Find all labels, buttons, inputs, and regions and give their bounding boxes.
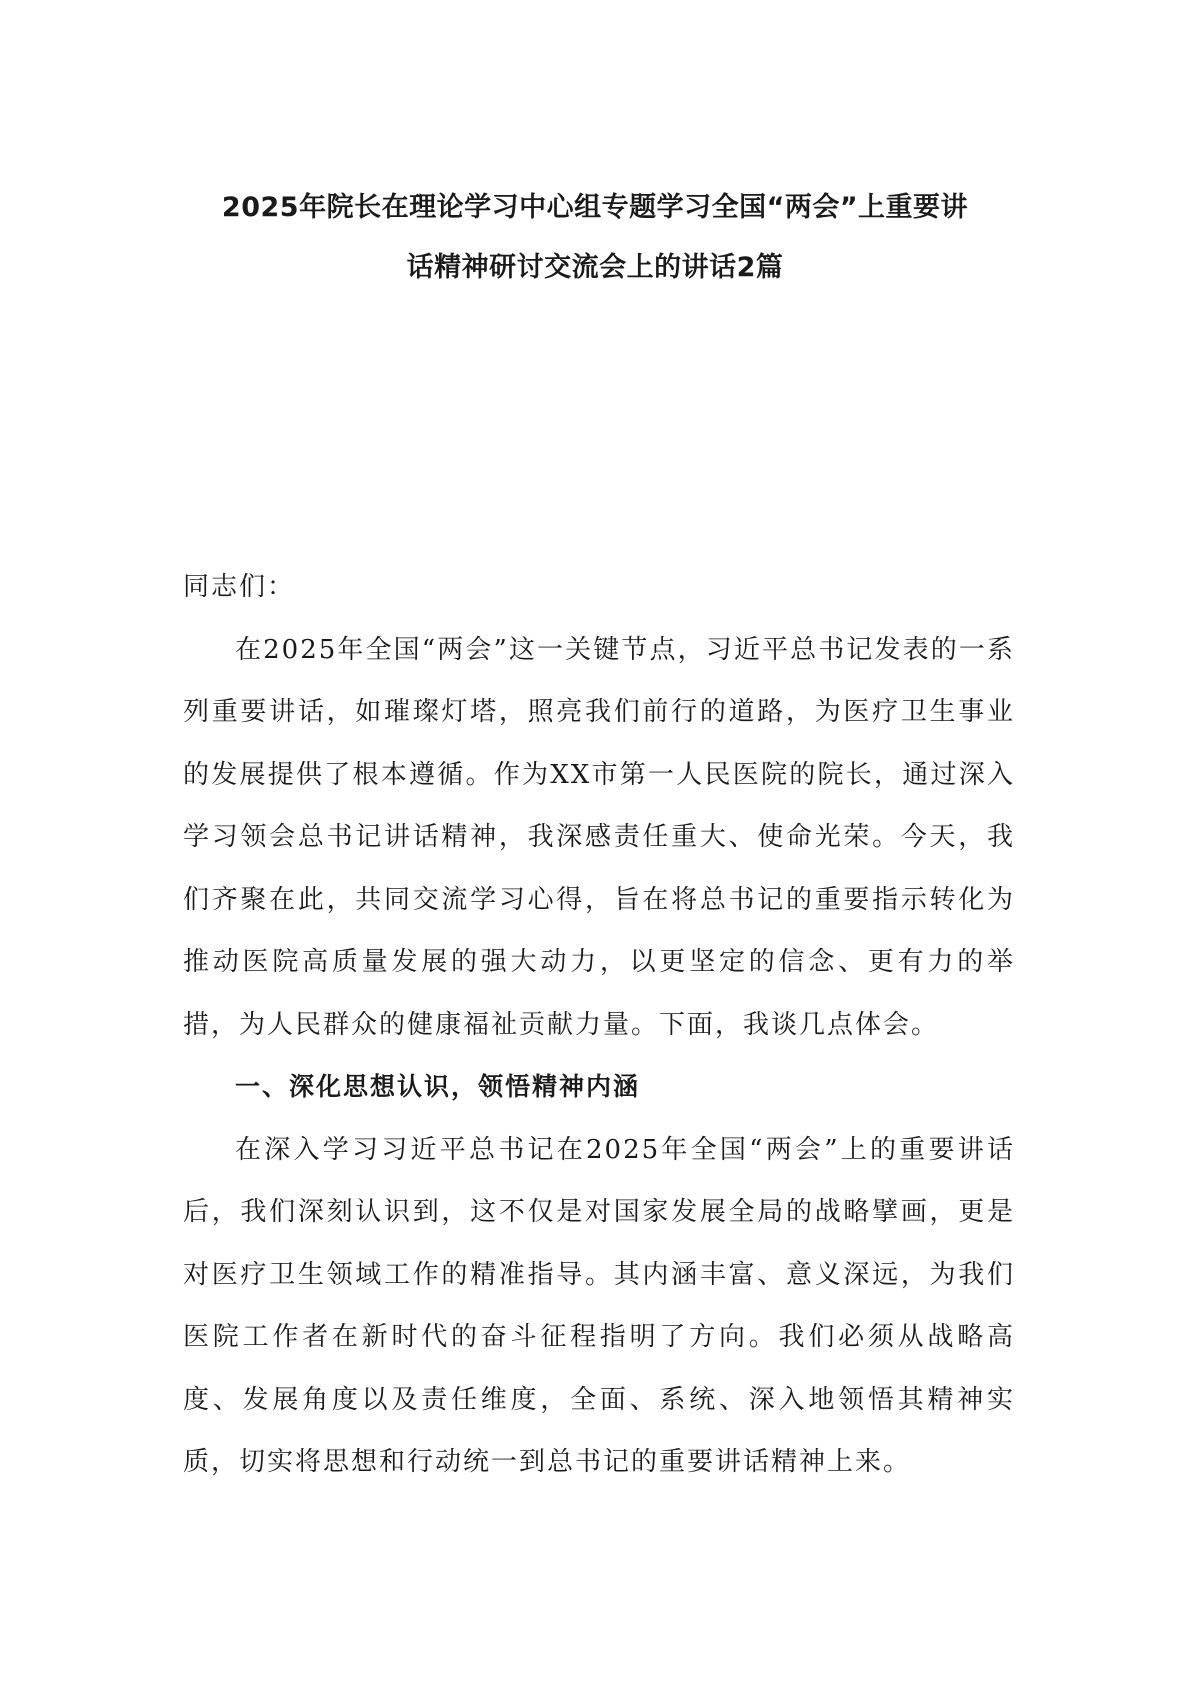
title-line-2: 话精神研讨交流会上的讲话2篇 xyxy=(406,252,784,283)
title-line-1: 2025年院长在理论学习中心组专题学习全国“两会”上重要讲 xyxy=(221,192,969,223)
salutation: 同志们： xyxy=(183,572,296,602)
section-heading-1: 一、深化思想认识，领悟精神内涵 xyxy=(235,1072,641,1101)
paragraph-intro: 在2025年全国“两会”这一关键节点，习近平总书记发表的一系列重要讲话，如璀璨灯塔，照亮我们前行的道路，为医疗卫生事业的发展提供了根本遵循。作为XX市第一人民医院的院长，通过深入学习领会总书记讲话精神，我深感责任重大、使命光荣。今天，我们齐聚在此，共同交流学习心得，旨在将总书记的重要指示转化为推动医院高质量发展的强大动力，以更坚定的信念、更有力的举措，为人民群众的健康福祉贡献力量。下面，我谈几点体会。 xyxy=(183,634,1015,1040)
document-body xyxy=(183,556,1015,1494)
paragraph-section-1: 在深入学习习近平总书记在2025年全国“两会”上的重要讲话后，我们深刻认识到，这不仅是对国家发展全局的战略擘画，更是对医疗卫生领域工作的精准指导。其内涵丰富、意义深远，为我们医院工作者在新时代的奋斗征程指明了方向。我们必须从战略高度、发展角度以及责任维度，全面、系统、深入地领悟其精神实质，切实将思想和行动统一到总书记的重要讲话精神上来。 xyxy=(183,1134,1015,1477)
document-title xyxy=(150,178,1040,298)
